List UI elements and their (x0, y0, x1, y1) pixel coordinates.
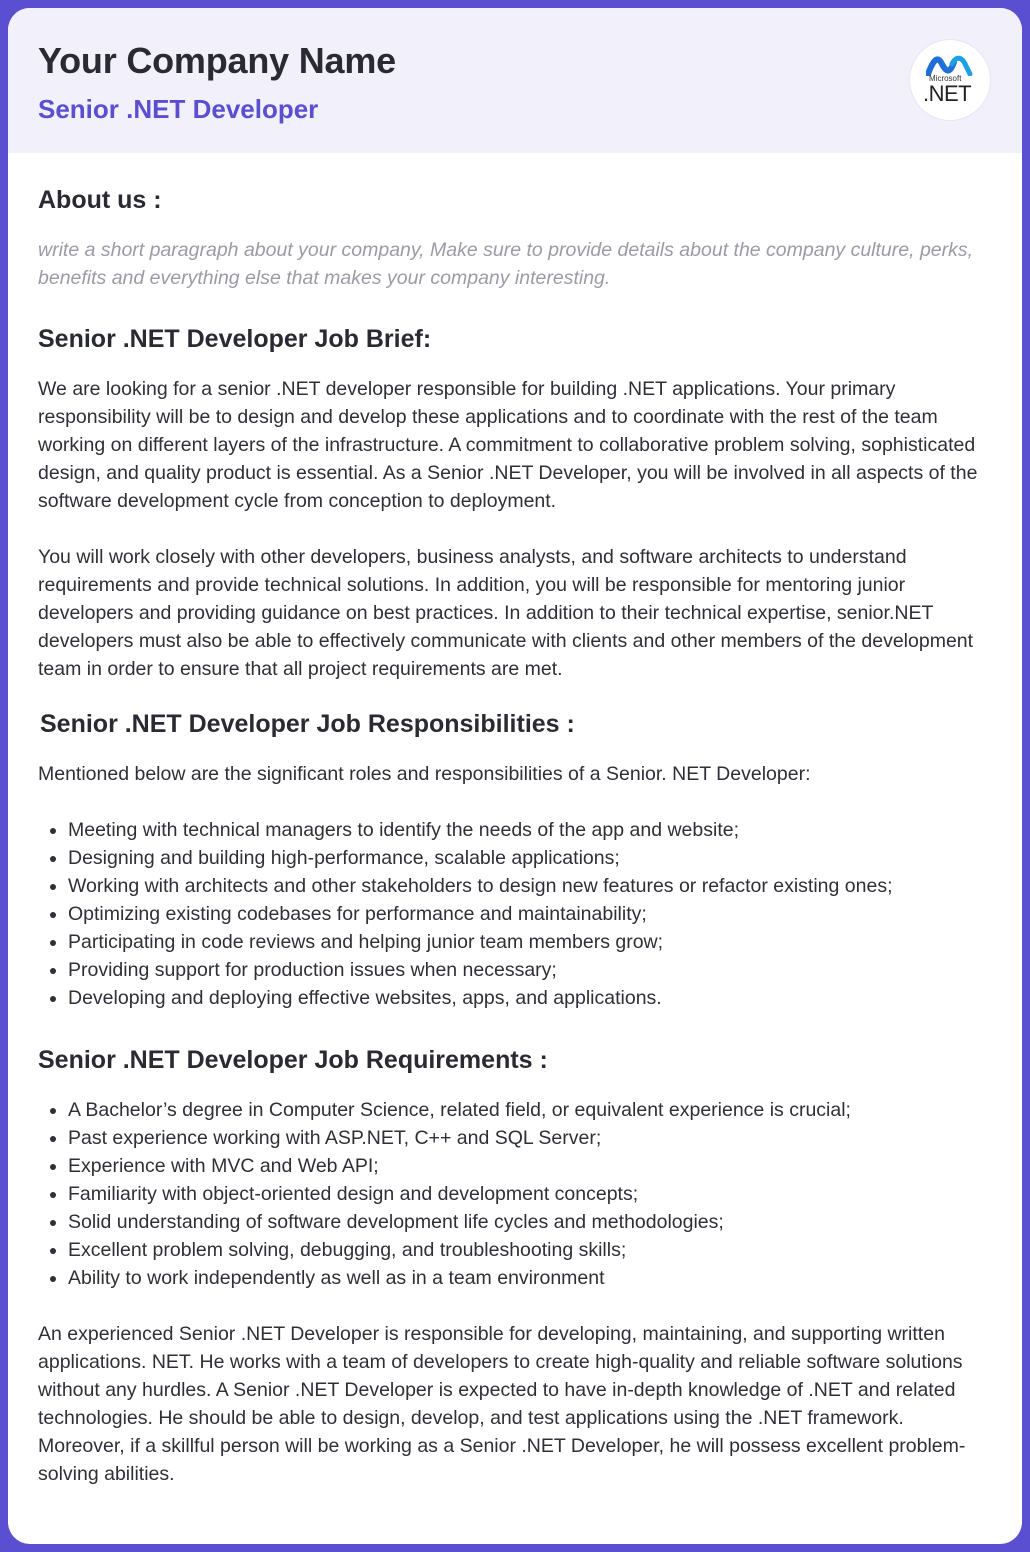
about-placeholder: write a short paragraph about your company, Make sure to provide details about the company culture, perks, benefits and everything else that makes your company interesting. (38, 239, 974, 289)
company-name: Your Company Name (38, 40, 397, 81)
list-item: • Excellent problem solving, debugging, and troubleshooting skills; (68, 1236, 1022, 1264)
requirements-list (38, 1096, 1022, 1292)
list-item: • Familiarity with object-oriented design and development concepts; (68, 1180, 1022, 1208)
list-item: • Designing and building high-performance, scalable applications; (68, 844, 1022, 872)
responsibilities-intro: Mentioned below are the significant roles and responsibilities of a Senior. NET Developer: (38, 763, 811, 785)
list-item: • Experience with MVC and Web API; (68, 1152, 1022, 1180)
brief-heading: Senior .NET Developer Job Brief: (38, 325, 432, 353)
brief-paragraph-2: You will work closely with other developers, business analysts, and software architects to understand requirements and provide technical solutions. In addition, you will be responsible for mentoring junior developers and providing guidance on best practices. In addition to their technical expertise, senior.NET developers must also be able to effectively communicate with clients and other members of the development team in order to ensure that all project requirements are met. (38, 546, 974, 680)
list-item: • Developing and deploying effective websites, apps, and applications. (68, 984, 1022, 1012)
dotnet-wave-icon (926, 54, 974, 76)
header (8, 8, 1022, 153)
dotnet-logo-icon (910, 40, 990, 120)
list-item: • A Bachelor’s degree in Computer Science, related field, or equivalent experience is crucial; (68, 1096, 1022, 1124)
list-item: • Meeting with technical managers to identify the needs of the app and website; (68, 816, 1022, 844)
list-item: • Solid understanding of software development life cycles and methodologies; (68, 1208, 1022, 1236)
job-description-card (8, 8, 1022, 1544)
requirements-heading: Senior .NET Developer Job Requirements : (38, 1046, 548, 1074)
responsibilities-list (38, 816, 1022, 1012)
responsibilities-heading: Senior .NET Developer Job Responsibilities : (40, 710, 575, 738)
list-item: • Ability to work independently as well as in a team environment (68, 1264, 1022, 1292)
closing-paragraph: An experienced Senior .NET Developer is responsible for developing, maintaining, and supporting written applications. NET. He works with a team of developers to create high-quality and reliable software solutions without any hurdles. A Senior .NET Developer is expected to have in-depth knowledge of .NET and related technologies. He should be able to design, develop, and test applications using the .NET framework. Moreover, if a skillful person will be working as a Senior .NET Developer, he will possess excellent problem-solving abilities. (38, 1323, 966, 1485)
about-heading: About us : (38, 186, 162, 214)
list-item: • Working with architects and other stakeholders to design new features or refactor existing ones; (68, 872, 1022, 900)
list-item: • Providing support for production issues when necessary; (68, 956, 1022, 984)
job-title: Senior .NET Developer (38, 94, 319, 124)
list-item: • Participating in code reviews and helping junior team members grow; (68, 928, 1022, 956)
list-item: • Optimizing existing codebases for performance and maintainability; (68, 900, 1022, 928)
logo-small-text: Microsoft (929, 74, 962, 83)
logo-large-text: .NET (923, 81, 972, 106)
list-item: • Past experience working with ASP.NET, C++ and SQL Server; (68, 1124, 1022, 1152)
brief-paragraph-1: We are looking for a senior .NET developer responsible for building .NET applications. Your primary responsibility will be to design and develop these applications and to coordinate with the rest of the team working on different layers of the infrastructure. A commitment to collaborative problem solving, sophisticated design, and quality product is essential. As a Senior .NET Developer, you will be involved in all aspects of the software development cycle from conception to deployment. (38, 378, 978, 512)
